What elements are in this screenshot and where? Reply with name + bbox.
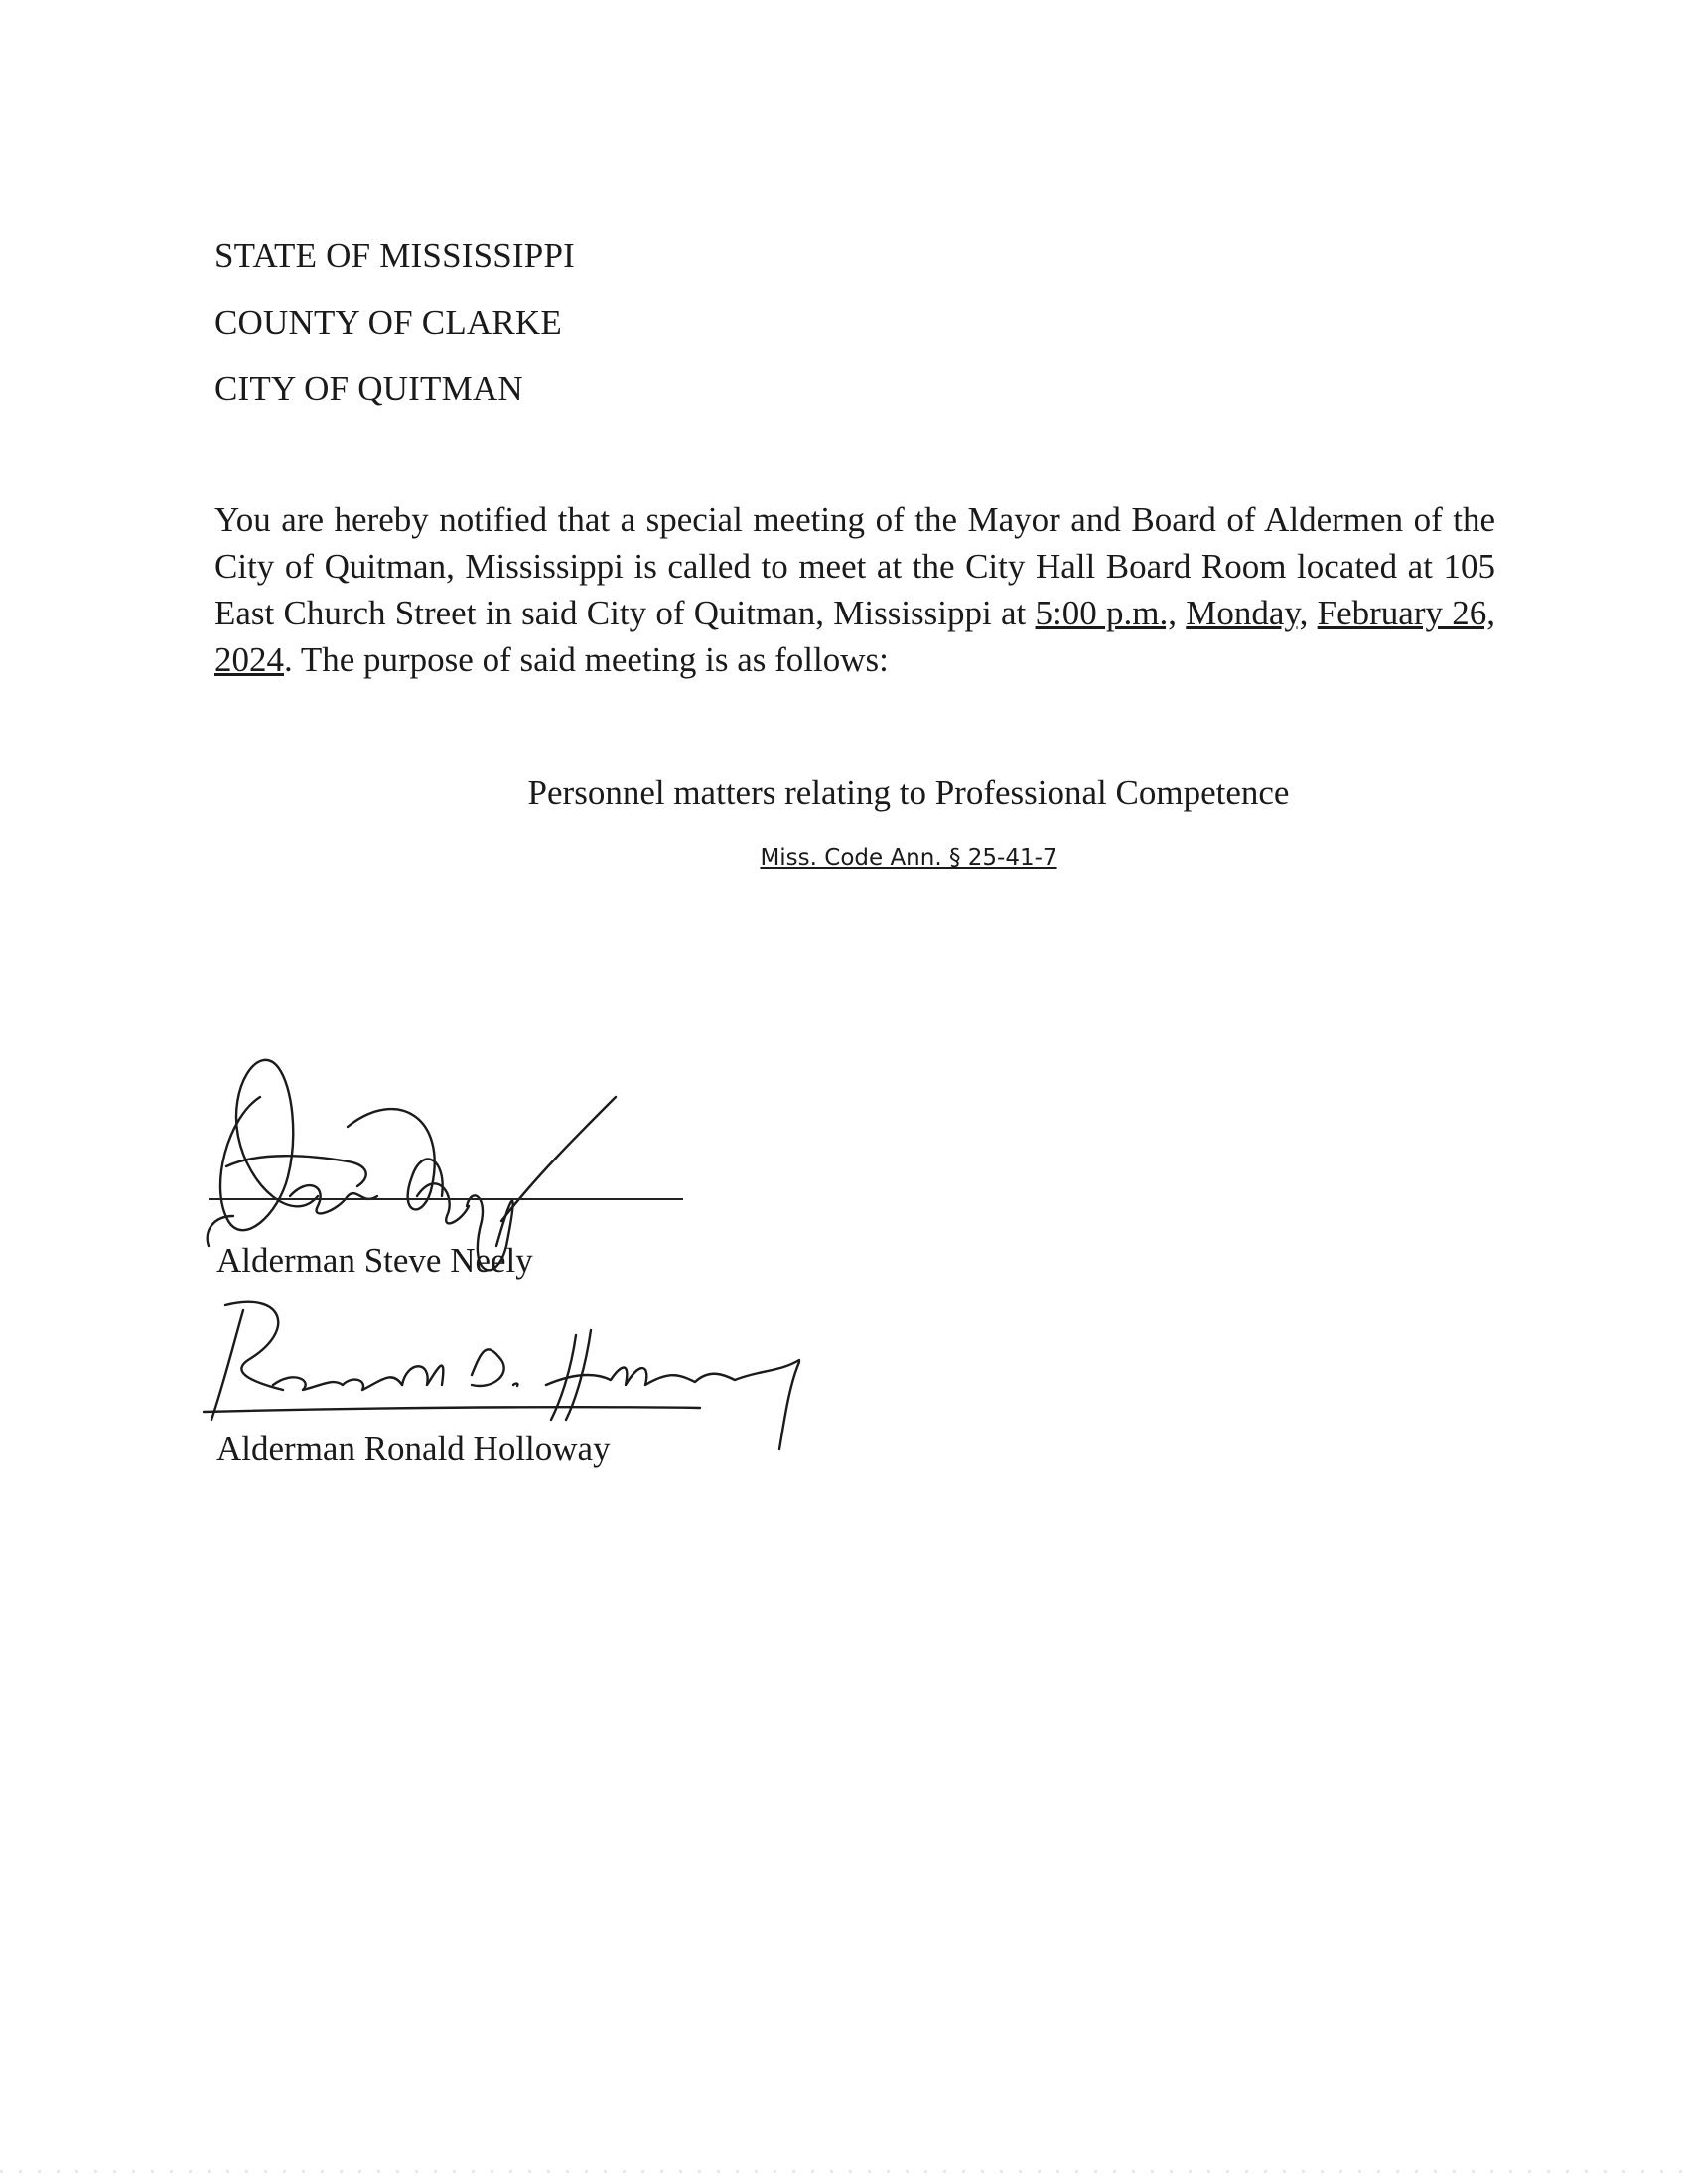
meeting-notice-paragraph: [214, 496, 1495, 683]
notice-outro: . The purpose of said meeting is as follows:: [284, 640, 889, 679]
scan-edge-artifact: [0, 2170, 1688, 2173]
city-heading: CITY OF QUITMAN: [214, 369, 523, 408]
signer-name-1: Alderman Steve Neely: [216, 1241, 533, 1280]
meeting-time: 5:00 p.m.,: [1035, 594, 1177, 632]
signer-name-2: Alderman Ronald Holloway: [216, 1430, 611, 1468]
signature-line-1: [209, 1198, 683, 1200]
notice-intro: You are hereby notified that a special meeting of the Mayor and Board of Aldermen of the City of Quitman, Mississippi is called to meet at the City Hall Board Room located at 105 East Church Street in said City of Quitman, Mississippi at: [214, 500, 1495, 632]
meeting-day: Monday,: [1186, 594, 1309, 632]
meeting-date: February 26, 2024: [214, 594, 1496, 679]
statute-citation: Miss. Code Ann. § 25-41-7: [760, 845, 1057, 871]
state-heading: STATE OF MISSISSIPPI: [214, 236, 575, 275]
county-heading: COUNTY OF CLARKE: [214, 303, 562, 341]
meeting-purpose: Personnel matters relating to Professional Competence: [527, 773, 1290, 812]
